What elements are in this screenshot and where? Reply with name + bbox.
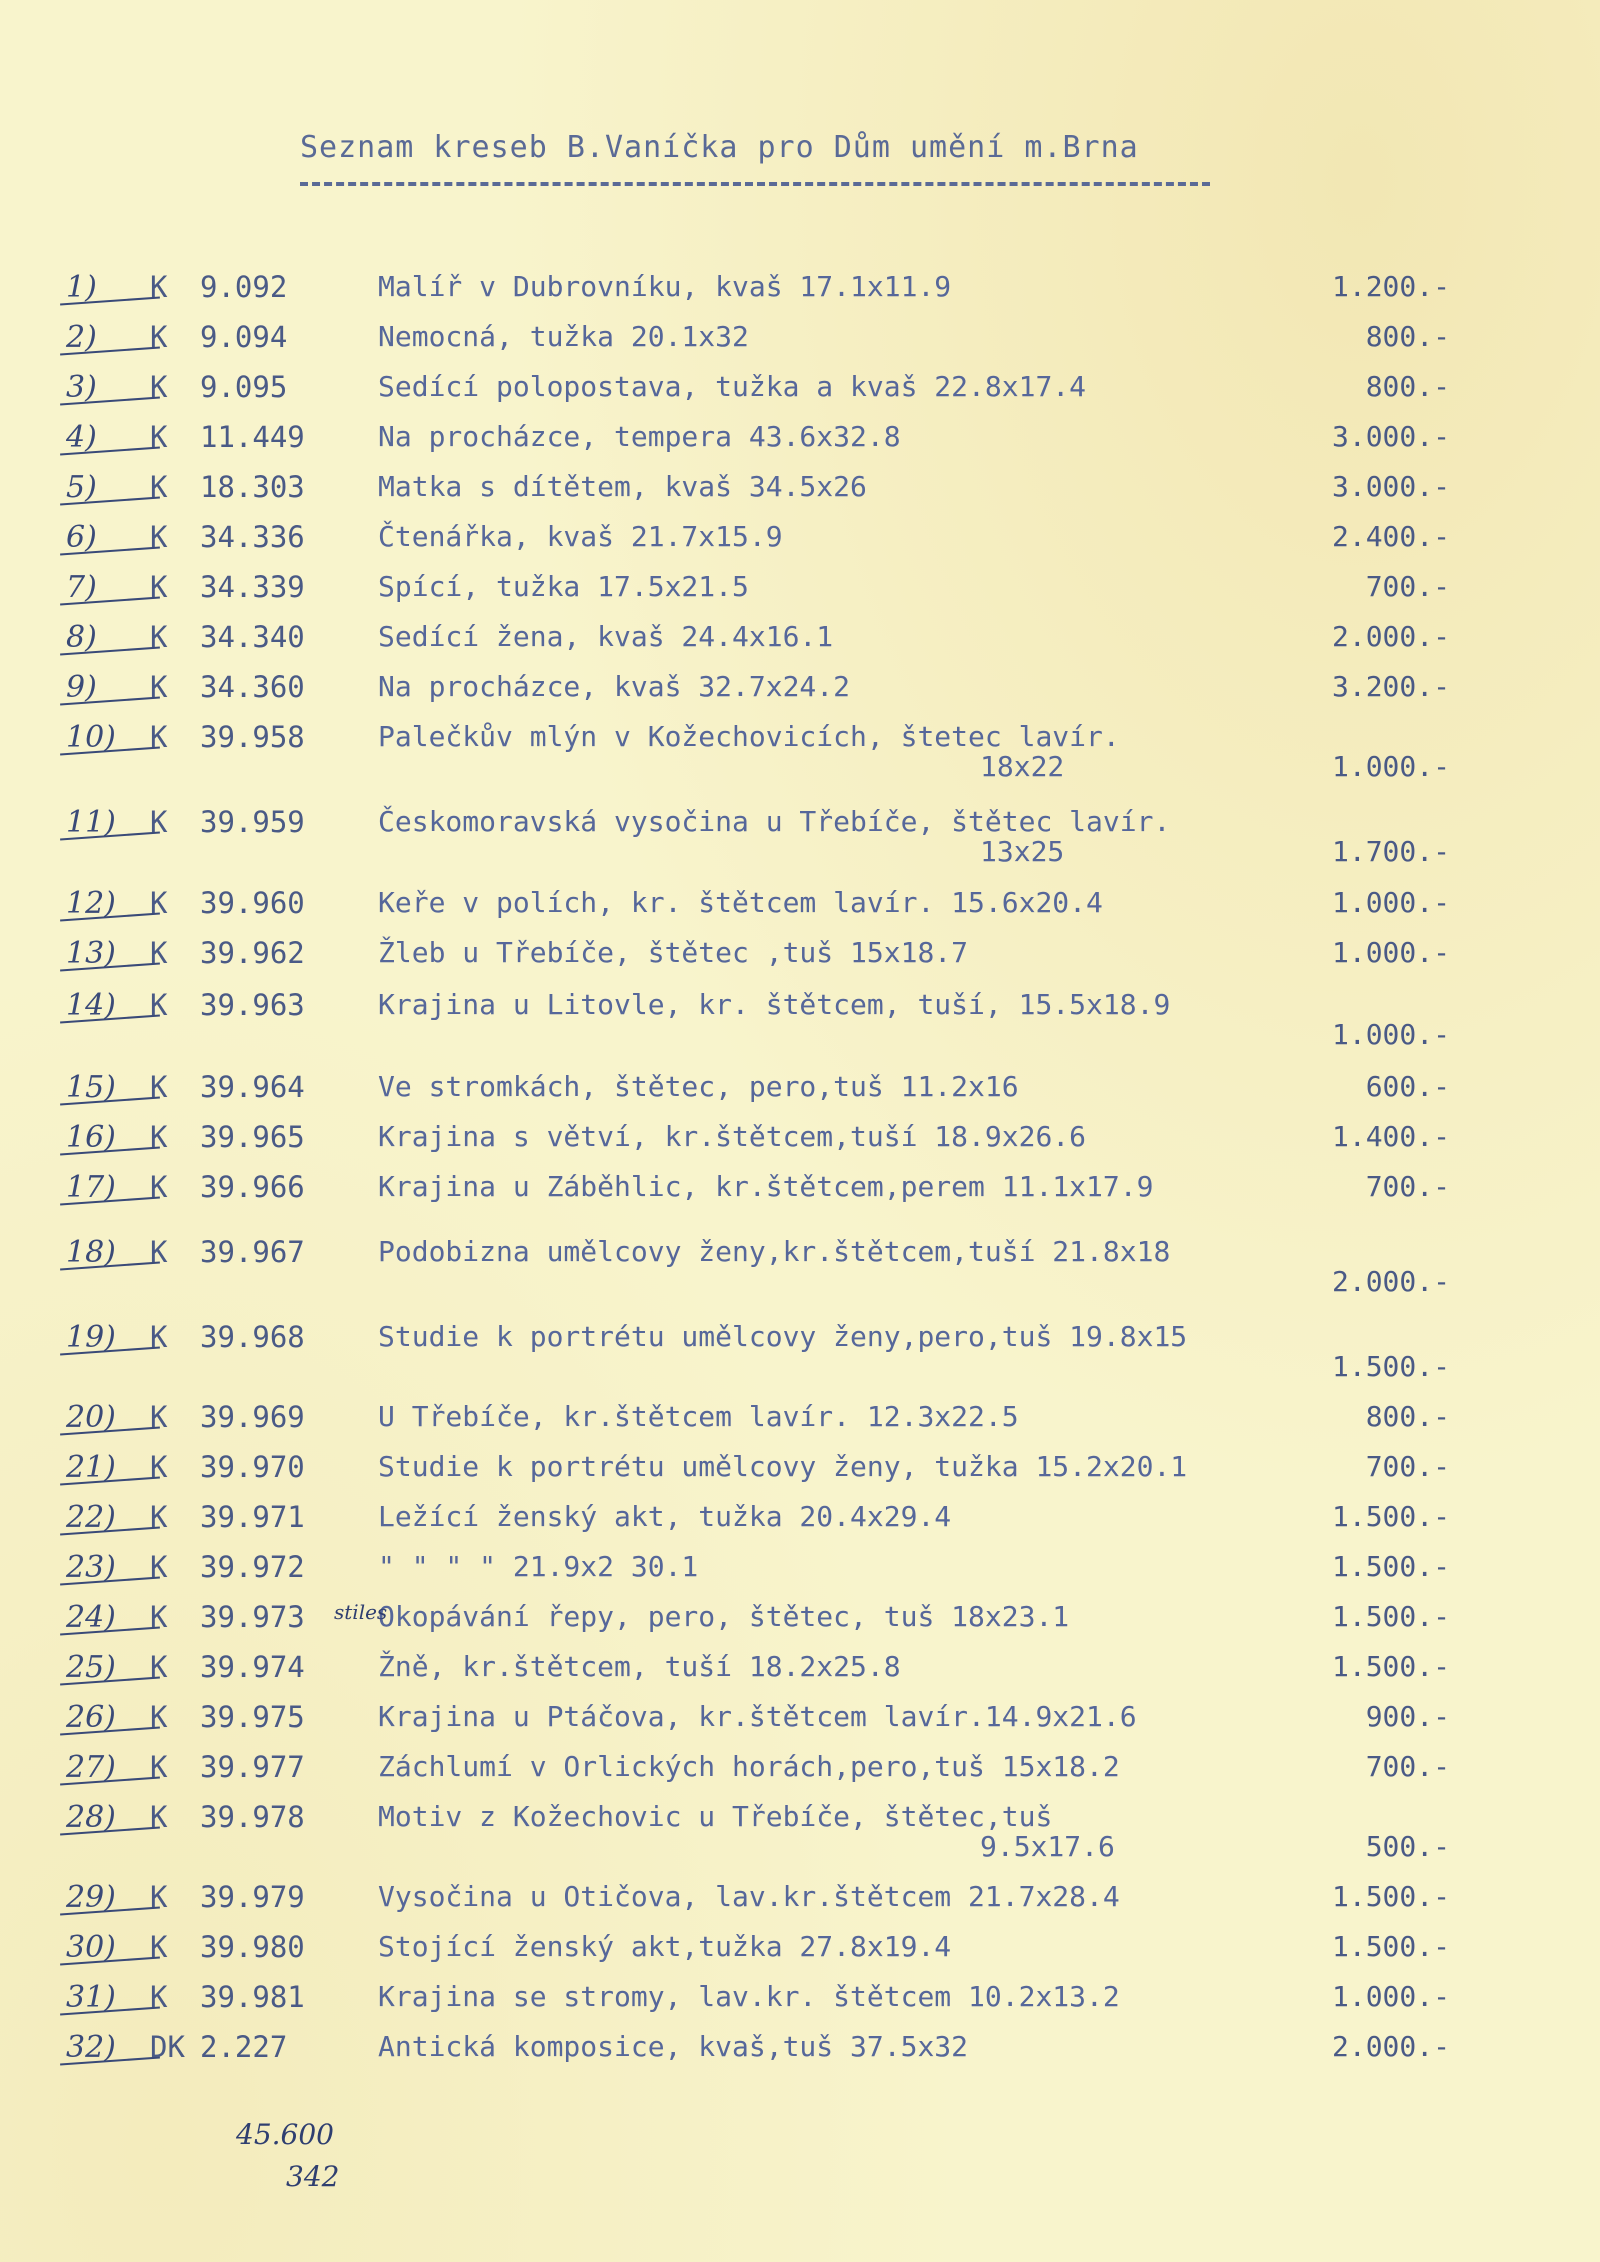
item-price: 600.- [1365, 1070, 1450, 1103]
item-description: Ležící ženský akt, tužka 20.4x29.4 [378, 1500, 952, 1533]
item-prefix: K [150, 1500, 168, 1534]
item-description: " " " " 21.9x2 30.1 [378, 1550, 699, 1583]
list-item [0, 520, 1600, 560]
item-price: 2.400.- [1331, 520, 1450, 553]
list-item [0, 1980, 1600, 2020]
item-description: Žně, kr.štětcem, tuší 18.2x25.8 [378, 1650, 901, 1683]
item-catalog-number: 39.964 [200, 1070, 305, 1104]
item-number: 4) [66, 420, 97, 455]
item-prefix: K [150, 1700, 168, 1734]
item-description: Na procházce, tempera 43.6x32.8 [378, 420, 901, 453]
item-description: Okopávání řepy, pero, štětec, tuš 18x23.1 [378, 1600, 1070, 1633]
list-item [0, 1120, 1600, 1160]
item-prefix: K [150, 1235, 168, 1269]
item-prefix: K [150, 1600, 168, 1634]
item-number: 24) [66, 1600, 116, 1635]
item-price: 1.000.- [1331, 936, 1450, 969]
item-price: 1.500.- [1331, 1500, 1450, 1533]
item-catalog-number: 39.960 [200, 886, 305, 920]
item-description: Keře v polích, kr. štětcem lavír. 15.6x20.4 [378, 886, 1103, 919]
item-catalog-number: 34.360 [200, 670, 305, 704]
item-price: 700.- [1365, 570, 1450, 603]
item-number: 1) [66, 270, 97, 305]
item-price: 1.500.- [1331, 1600, 1450, 1633]
item-catalog-number: 39.968 [200, 1320, 305, 1354]
item-description: Krajina s větví, kr.štětcem,tuší 18.9x26.6 [378, 1120, 1087, 1153]
item-number: 6) [66, 520, 97, 555]
item-description: U Třebíče, kr.štětcem lavír. 12.3x22.5 [378, 1400, 1019, 1433]
handwritten-note: stiles [334, 1600, 388, 1624]
item-catalog-number: 39.965 [200, 1120, 305, 1154]
list-item [0, 1235, 1600, 1298]
title-underline [300, 182, 1210, 186]
item-prefix: K [150, 1800, 168, 1834]
item-number: 29) [66, 1880, 116, 1915]
item-prefix: K [150, 1320, 168, 1354]
item-catalog-number: 39.975 [200, 1700, 305, 1734]
item-number: 8) [66, 620, 97, 655]
list-item [0, 886, 1600, 926]
list-item [0, 1650, 1600, 1690]
list-item [0, 670, 1600, 710]
item-price: 1.500.- [1331, 1350, 1450, 1383]
item-number: 23) [66, 1550, 116, 1585]
item-description: Antická komposice, kvaš,tuš 37.5x32 [378, 2030, 969, 2063]
item-price: 3.200.- [1331, 670, 1450, 703]
item-description: Na procházce, kvaš 32.7x24.2 [378, 670, 851, 703]
item-prefix: DK [150, 2030, 185, 2064]
item-catalog-number: 39.977 [200, 1750, 305, 1784]
item-prefix: K [150, 320, 168, 354]
item-prefix: K [150, 720, 168, 754]
item-catalog-number: 11.449 [200, 420, 305, 454]
item-description: Záchlumí v Orlických horách,pero,tuš 15x18.2 [378, 1750, 1120, 1783]
item-number: 31) [66, 1980, 116, 2015]
item-prefix: K [150, 1120, 168, 1154]
item-price: 800.- [1365, 320, 1450, 353]
list-item [0, 1070, 1600, 1110]
item-prefix: K [150, 520, 168, 554]
item-number: 13) [66, 936, 116, 971]
document-title: Seznam kreseb B.Vaníčka pro Dům umění m.Brna [300, 130, 1139, 165]
item-number: 15) [66, 1070, 116, 1105]
item-catalog-number: 39.971 [200, 1500, 305, 1534]
item-number: 3) [66, 370, 97, 405]
list-item [0, 1880, 1600, 1920]
item-prefix: K [150, 1400, 168, 1434]
item-prefix: K [150, 1170, 168, 1204]
item-prefix: K [150, 1880, 168, 1914]
item-prefix: K [150, 620, 168, 654]
item-prefix: K [150, 805, 168, 839]
list-item [0, 420, 1600, 460]
item-price: 700.- [1365, 1750, 1450, 1783]
handwritten-total: 45.600 [236, 2118, 334, 2151]
item-description: Žleb u Třebíče, štětec ,tuš 15x18.7 [378, 936, 969, 969]
list-item [0, 988, 1600, 1051]
item-price: 1.200.- [1331, 270, 1450, 303]
item-number: 11) [66, 805, 116, 840]
item-prefix: K [150, 1980, 168, 2014]
item-catalog-number: 34.336 [200, 520, 305, 554]
item-price: 1.000.- [1331, 1018, 1450, 1051]
list-item [0, 1170, 1600, 1210]
item-description: Matka s dítětem, kvaš 34.5x26 [378, 470, 867, 503]
item-prefix: K [150, 270, 168, 304]
item-prefix: K [150, 1750, 168, 1784]
item-description: Stojící ženský akt,tužka 27.8x19.4 [378, 1930, 952, 1963]
item-catalog-number: 39.966 [200, 1170, 305, 1204]
item-description: Motiv z Kožechovic u Třebíče, štětec,tuš [378, 1800, 1053, 1833]
list-item [0, 270, 1600, 310]
item-number: 5) [66, 470, 97, 505]
item-price: 2.000.- [1331, 2030, 1450, 2063]
item-catalog-number: 39.978 [200, 1800, 305, 1834]
list-item [0, 2030, 1600, 2070]
item-description: Vysočina u Otičova, lav.kr.štětcem 21.7x28.4 [378, 1880, 1120, 1913]
item-number: 30) [66, 1930, 116, 1965]
item-catalog-number: 34.339 [200, 570, 305, 604]
item-number: 25) [66, 1650, 116, 1685]
item-number: 17) [66, 1170, 116, 1205]
item-catalog-number: 2.227 [200, 2030, 288, 2064]
item-price: 800.- [1365, 370, 1450, 403]
item-description: Malíř v Dubrovníku, kvaš 17.1x11.9 [378, 270, 952, 303]
item-price: 1.700.- [1331, 835, 1450, 868]
item-number: 26) [66, 1700, 116, 1735]
item-number: 18) [66, 1235, 116, 1270]
item-price: 1.500.- [1331, 1550, 1450, 1583]
item-price: 700.- [1365, 1170, 1450, 1203]
item-prefix: K [150, 1930, 168, 1964]
item-description: Sedící žena, kvaš 24.4x16.1 [378, 620, 834, 653]
item-dimensions: 9.5x17.6 [980, 1830, 1115, 1863]
item-catalog-number: 39.973 [200, 1600, 305, 1634]
item-prefix: K [150, 1650, 168, 1684]
item-prefix: K [150, 570, 168, 604]
item-description: Krajina u Záběhlic, kr.štětcem,perem 11.1x17.9 [378, 1170, 1154, 1203]
item-number: 27) [66, 1750, 116, 1785]
item-description: Podobizna umělcovy ženy,kr.štětcem,tuší 21.8x18 [378, 1235, 1171, 1268]
list-item [0, 1700, 1600, 1740]
item-prefix: K [150, 988, 168, 1022]
item-catalog-number: 39.958 [200, 720, 305, 754]
item-number: 12) [66, 886, 116, 921]
item-prefix: K [150, 936, 168, 970]
handwritten-count: 342 [286, 2160, 340, 2193]
item-catalog-number: 9.095 [200, 370, 288, 404]
list-item [0, 1320, 1600, 1383]
item-description: Nemocná, tužka 20.1x32 [378, 320, 749, 353]
item-catalog-number: 39.969 [200, 1400, 305, 1434]
item-catalog-number: 39.963 [200, 988, 305, 1022]
item-prefix: K [150, 886, 168, 920]
item-catalog-number: 39.967 [200, 1235, 305, 1269]
item-price: 1.500.- [1331, 1880, 1450, 1913]
item-price: 2.000.- [1331, 620, 1450, 653]
item-description: Spící, tužka 17.5x21.5 [378, 570, 749, 603]
item-description: Ve stromkách, štětec, pero,tuš 11.2x16 [378, 1070, 1019, 1103]
item-catalog-number: 18.303 [200, 470, 305, 504]
item-prefix: K [150, 370, 168, 404]
item-prefix: K [150, 470, 168, 504]
item-catalog-number: 39.980 [200, 1930, 305, 1964]
item-price: 1.000.- [1331, 750, 1450, 783]
item-description: Sedící polopostava, tužka a kvaš 22.8x17.4 [378, 370, 1087, 403]
item-prefix: K [150, 1070, 168, 1104]
item-price: 1.400.- [1331, 1120, 1450, 1153]
item-catalog-number: 39.962 [200, 936, 305, 970]
item-description: Studie k portrétu umělcovy ženy,pero,tuš 19.8x15 [378, 1320, 1188, 1353]
item-prefix: K [150, 420, 168, 454]
item-price: 700.- [1365, 1450, 1450, 1483]
list-item [0, 720, 1600, 783]
item-catalog-number: 9.092 [200, 270, 288, 304]
item-catalog-number: 9.094 [200, 320, 288, 354]
item-number: 16) [66, 1120, 116, 1155]
item-price: 500.- [1365, 1830, 1450, 1863]
item-description: Čtenářka, kvaš 21.7x15.9 [378, 520, 783, 553]
item-catalog-number: 39.981 [200, 1980, 305, 2014]
item-number: 7) [66, 570, 97, 605]
list-item [0, 936, 1600, 976]
list-item [0, 570, 1600, 610]
item-prefix: K [150, 1450, 168, 1484]
list-item [0, 320, 1600, 360]
list-item [0, 1930, 1600, 1970]
item-number: 20) [66, 1400, 116, 1435]
item-number: 2) [66, 320, 97, 355]
item-catalog-number: 34.340 [200, 620, 305, 654]
item-description: Krajina se stromy, lav.kr. štětcem 10.2x13.2 [378, 1980, 1120, 2013]
list-item [0, 620, 1600, 660]
item-prefix: K [150, 1550, 168, 1584]
list-item [0, 805, 1600, 868]
item-description: Krajina u Ptáčova, kr.štětcem lavír.14.9x21.6 [378, 1700, 1137, 1733]
list-item [0, 1400, 1600, 1440]
item-price: 2.000.- [1331, 1265, 1450, 1298]
item-description: Krajina u Litovle, kr. štětcem, tuší, 15.5x18.9 [378, 988, 1171, 1021]
item-number: 14) [66, 988, 116, 1023]
item-number: 22) [66, 1500, 116, 1535]
item-number: 21) [66, 1450, 116, 1485]
item-number: 9) [66, 670, 97, 705]
item-price: 900.- [1365, 1700, 1450, 1733]
list-item [0, 1750, 1600, 1790]
item-catalog-number: 39.972 [200, 1550, 305, 1584]
item-price: 3.000.- [1331, 470, 1450, 503]
item-dimensions: 13x25 [980, 835, 1065, 868]
item-price: 1.000.- [1331, 886, 1450, 919]
item-number: 19) [66, 1320, 116, 1355]
item-catalog-number: 39.970 [200, 1450, 305, 1484]
list-item [0, 1500, 1600, 1540]
list-item [0, 1800, 1600, 1863]
list-item [0, 1550, 1600, 1590]
item-price: 1.500.- [1331, 1930, 1450, 1963]
item-catalog-number: 39.974 [200, 1650, 305, 1684]
item-description: Studie k portrétu umělcovy ženy, tužka 15.2x20.1 [378, 1450, 1188, 1483]
item-dimensions: 18x22 [980, 750, 1065, 783]
list-item [0, 470, 1600, 510]
item-number: 28) [66, 1800, 116, 1835]
item-price: 3.000.- [1331, 420, 1450, 453]
item-description: Palečkův mlýn v Kožechovicích, štetec lavír. [378, 720, 1120, 753]
item-description: Českomoravská vysočina u Třebíče, štětec lavír. [378, 805, 1171, 838]
item-number: 10) [66, 720, 116, 755]
list-item [0, 1450, 1600, 1490]
item-price: 1.000.- [1331, 1980, 1450, 2013]
list-item [0, 1600, 1600, 1640]
item-catalog-number: 39.979 [200, 1880, 305, 1914]
list-item [0, 370, 1600, 410]
item-price: 800.- [1365, 1400, 1450, 1433]
item-price: 1.500.- [1331, 1650, 1450, 1683]
item-catalog-number: 39.959 [200, 805, 305, 839]
item-number: 32) [66, 2030, 116, 2065]
item-prefix: K [150, 670, 168, 704]
